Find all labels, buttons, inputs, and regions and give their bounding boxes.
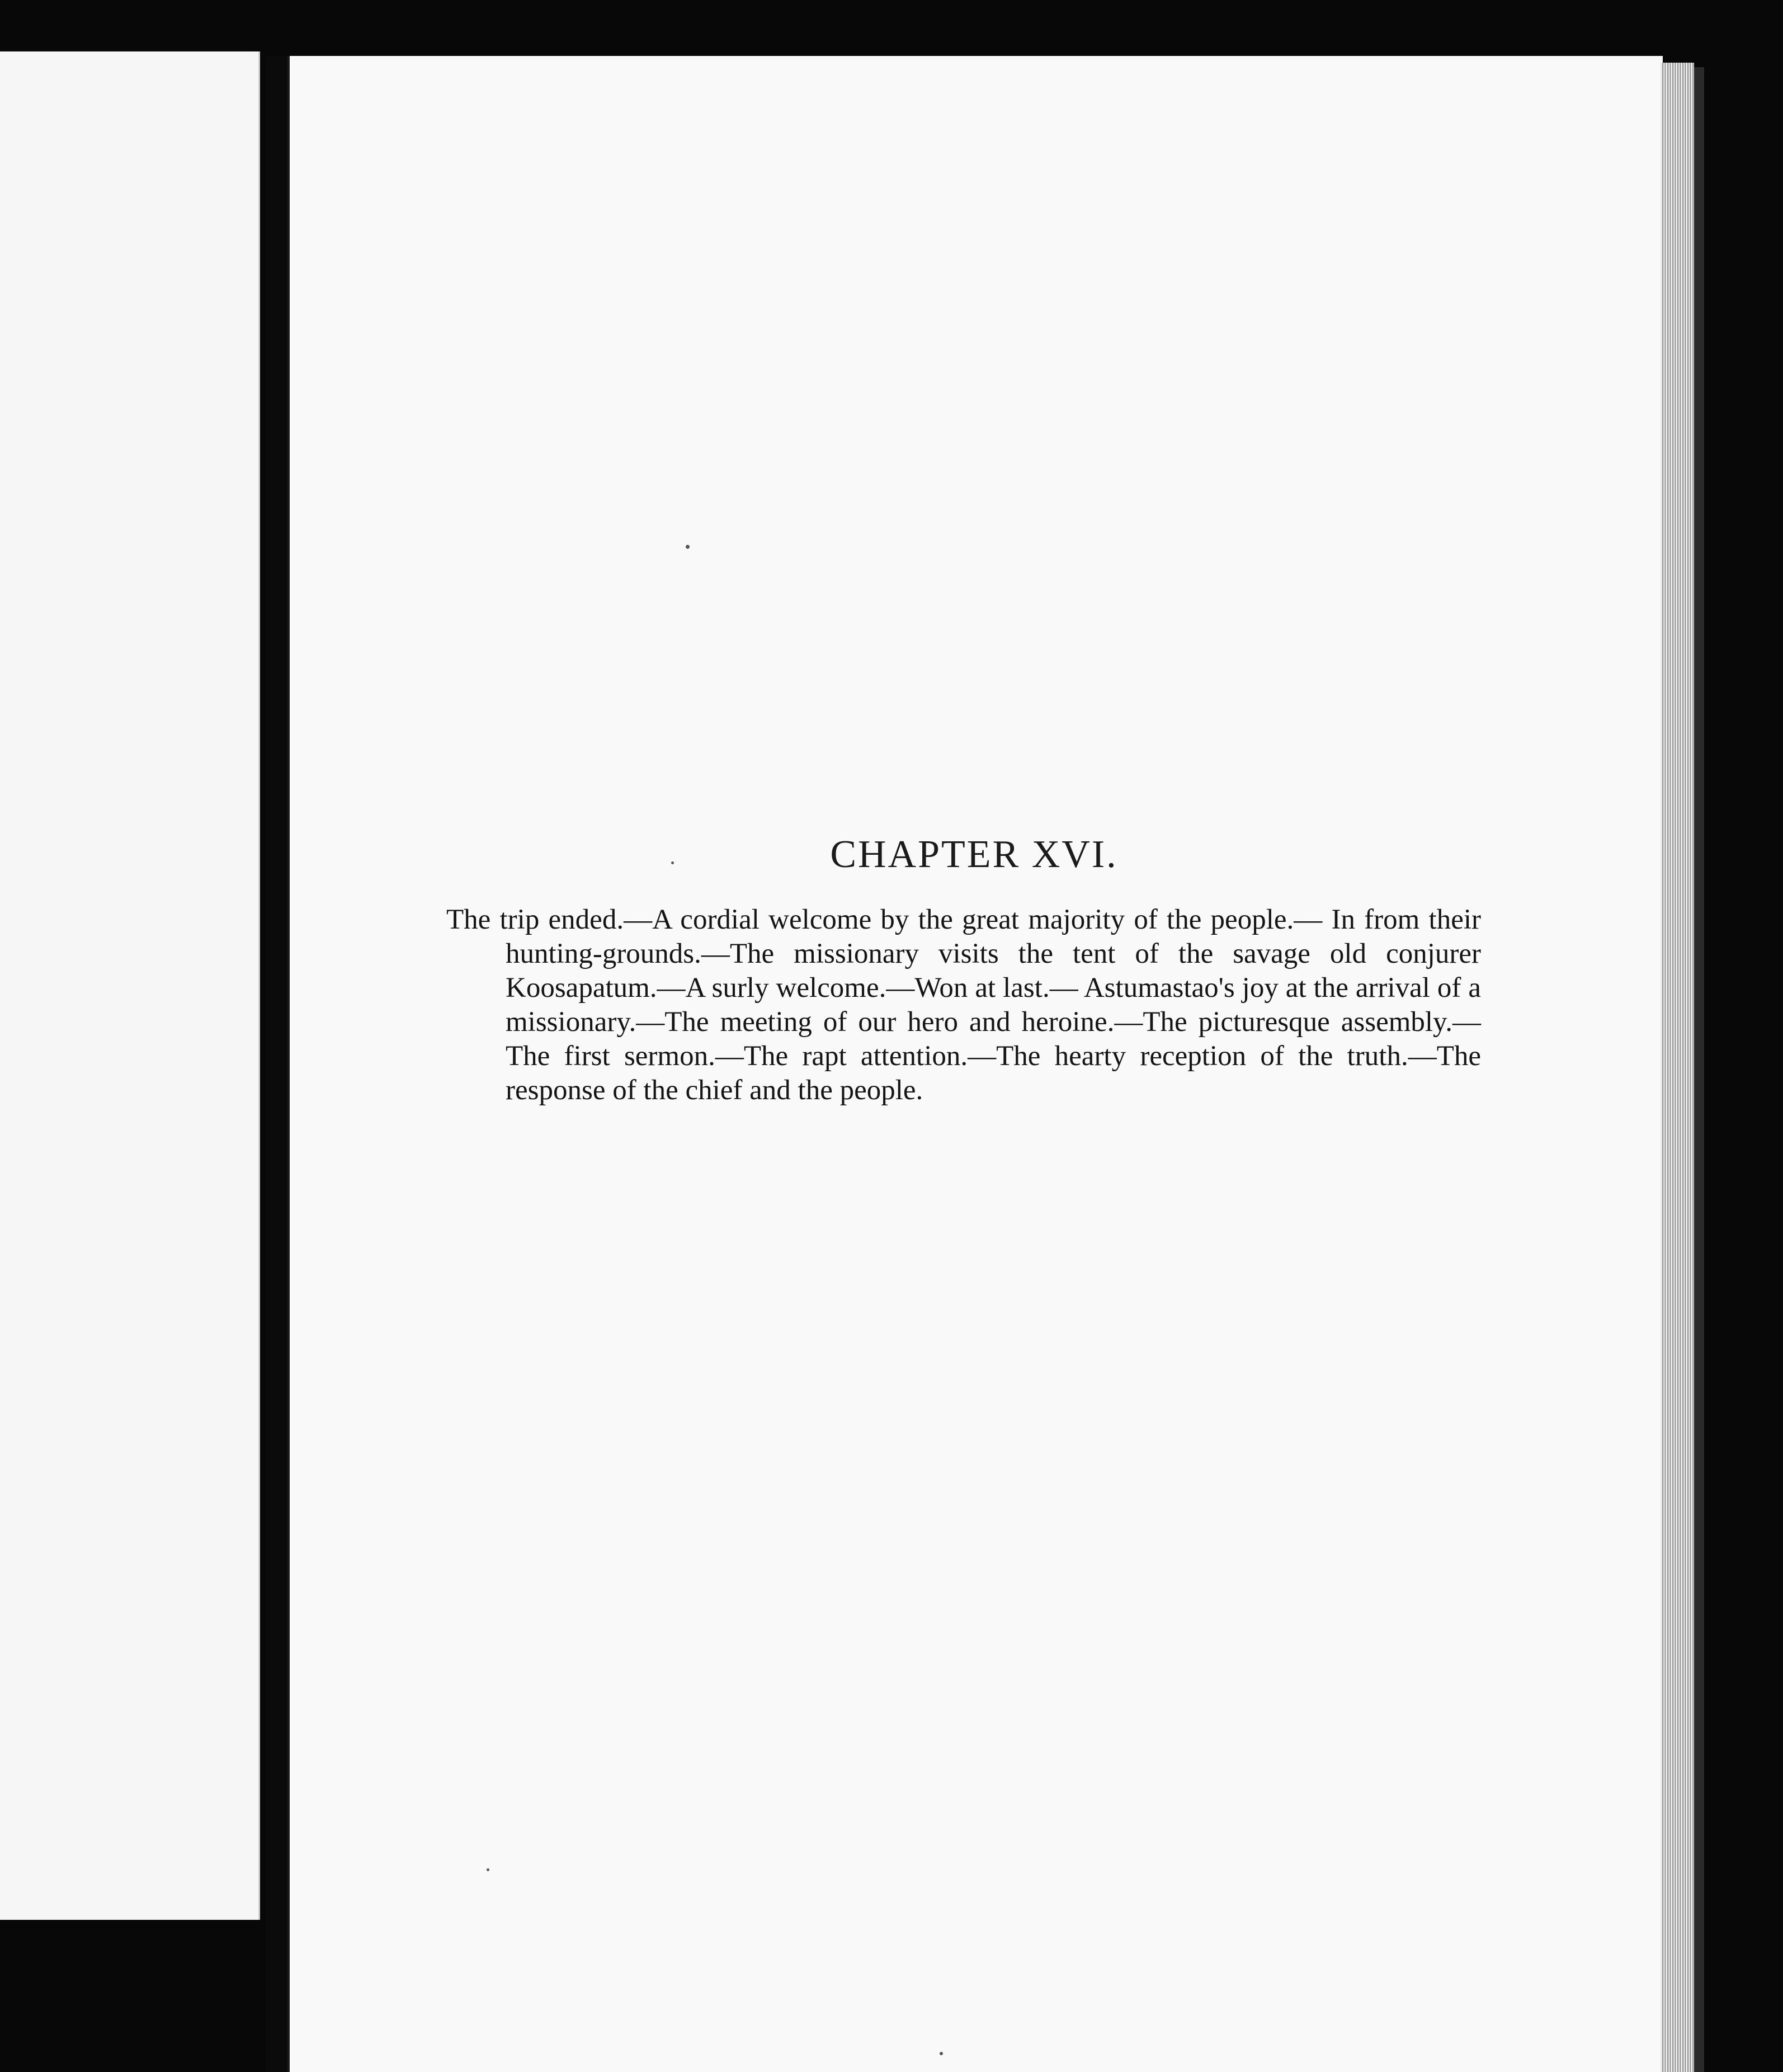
page-stack-edges	[1661, 63, 1694, 2072]
dust-speck	[686, 545, 690, 549]
dust-speck	[940, 2052, 943, 2055]
chapter-title: CHAPTER XVI.	[830, 833, 1118, 876]
dust-speck	[487, 1868, 489, 1871]
chapter-summary: The trip ended.—A cordial welcome by the great majority of the people.— In from their hunting-grounds.—The missionary visits the tent of the savage old conjurer Koosapatum.—A surly welcome.—Won at last.— Astumastao's joy at the arrival of a missionary.—The meeting of our hero and heroine.—The picturesque assembly.—The first sermon.—The rapt attention.—The hearty reception of the truth.—The response of the chief and the people.	[446, 904, 1481, 1106]
previous-page-edge	[0, 51, 260, 1920]
book-cover-edge	[1694, 67, 1704, 2072]
dust-speck	[671, 861, 674, 864]
